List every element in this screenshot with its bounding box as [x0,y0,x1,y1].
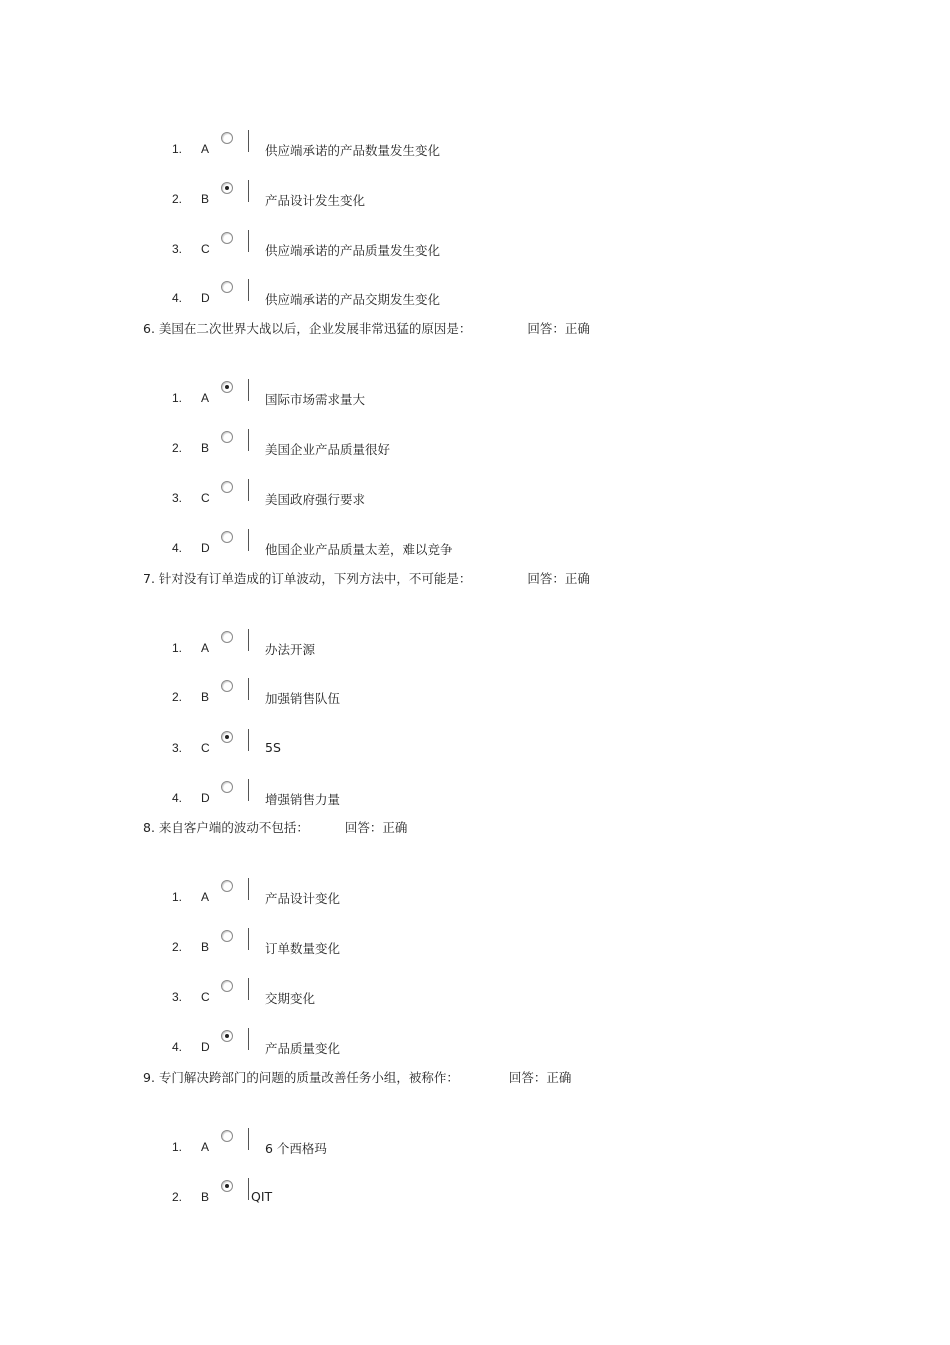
option-divider [248,379,249,401]
radio-button[interactable] [221,631,233,643]
question-text: 8. 来自客户端的波动不包括： [143,820,309,835]
question-text: 6. 美国在二次世界大战以后，企业发展非常迅猛的原因是： [143,321,472,336]
option-text: 加强销售队伍 [265,691,341,706]
option-letter: A [201,890,210,904]
question-8 [143,818,407,836]
radio-button[interactable] [221,1130,233,1142]
radio-button[interactable] [221,132,233,144]
option-text: 他国企业产品质量太差，难以竞争 [265,542,453,557]
radio-button[interactable] [221,930,233,942]
option-text: 5S [265,740,281,755]
option-letter: D [201,791,210,805]
option-row [0,479,950,509]
option-row [0,678,950,708]
option-text: 美国政府强行要求 [265,492,366,507]
option-divider [248,1178,249,1200]
option-number: 1. [172,641,183,655]
option-row [0,729,950,759]
radio-button[interactable] [221,880,233,892]
radio-button[interactable] [221,680,233,692]
option-divider [248,180,249,202]
option-row [0,279,950,309]
option-letter: D [201,291,210,305]
option-divider [248,629,249,651]
radio-button[interactable] [221,1180,233,1192]
option-number: 1. [172,391,183,405]
option-number: 1. [172,1140,183,1154]
option-letter: B [201,192,210,206]
radio-button[interactable] [221,781,233,793]
option-divider [248,978,249,1000]
option-row [0,130,950,160]
radio-button[interactable] [221,531,233,543]
radio-button[interactable] [221,381,233,393]
option-text: 交期变化 [265,991,316,1006]
option-divider [248,230,249,252]
option-number: 1. [172,142,183,156]
option-letter: B [201,940,210,954]
option-number: 3. [172,242,183,256]
option-number: 2. [172,690,183,704]
option-text: 产品质量变化 [265,1041,341,1056]
option-number: 2. [172,940,183,954]
option-letter: A [201,142,210,156]
option-letter: C [201,491,210,505]
radio-button[interactable] [221,431,233,443]
option-text: 订单数量变化 [265,941,341,956]
option-letter: A [201,641,210,655]
radio-button[interactable] [221,1030,233,1042]
option-row [0,928,950,958]
option-row [0,529,950,559]
option-row [0,379,950,409]
option-letter: B [201,690,210,704]
option-text: 美国企业产品质量很好 [265,442,391,457]
option-divider [248,529,249,551]
radio-button[interactable] [221,731,233,743]
option-row [0,230,950,260]
option-divider [248,729,249,751]
option-divider [248,928,249,950]
option-letter: A [201,1140,210,1154]
option-letter: C [201,741,210,755]
option-divider [248,1128,249,1150]
option-text: 6 个西格玛 [265,1141,327,1156]
option-divider [248,279,249,301]
answer-status: 回答：正确 [527,321,590,336]
option-letter: A [201,391,210,405]
question-7 [143,569,590,587]
option-text: 供应端承诺的产品质量发生变化 [265,243,441,258]
option-letter: D [201,1040,210,1054]
option-letter: D [201,541,210,555]
option-text: 办法开源 [265,642,316,657]
radio-button[interactable] [221,281,233,293]
option-text: 产品设计发生变化 [265,193,366,208]
option-row [0,1178,950,1208]
answer-status: 回答：正确 [508,1070,572,1085]
option-row [0,629,950,659]
radio-button[interactable] [221,980,233,992]
option-divider [248,1028,249,1050]
option-divider [248,479,249,501]
answer-status: 回答：正确 [344,820,408,835]
option-row [0,1128,950,1158]
option-text: QIT [251,1189,273,1204]
option-letter: B [201,441,210,455]
option-row [0,429,950,459]
option-divider [248,678,249,700]
option-row [0,878,950,908]
option-number: 2. [172,1190,183,1204]
radio-button[interactable] [221,182,233,194]
option-text: 国际市场需求量大 [265,392,366,407]
question-9 [143,1068,571,1086]
option-divider [248,130,249,152]
option-divider [248,429,249,451]
answer-status: 回答：正确 [527,571,590,586]
question-6 [143,319,590,337]
option-letter: C [201,990,210,1004]
option-row [0,1028,950,1058]
question-text: 9. 专门解决跨部门的问题的质量改善任务小组，被称作： [143,1070,459,1085]
option-row [0,779,950,809]
option-number: 3. [172,491,183,505]
option-row [0,978,950,1008]
option-text: 供应端承诺的产品交期发生变化 [265,292,441,307]
option-row [0,180,950,210]
option-letter: C [201,242,210,256]
option-text: 供应端承诺的产品数量发生变化 [265,143,441,158]
option-number: 3. [172,741,183,755]
option-number: 3. [172,990,183,1004]
option-number: 4. [172,791,183,805]
option-divider [248,779,249,801]
option-number: 4. [172,1040,183,1054]
option-letter: B [201,1190,210,1204]
option-number: 4. [172,541,183,555]
option-text: 增强销售力量 [265,792,341,807]
option-number: 2. [172,192,183,206]
option-number: 2. [172,441,183,455]
option-number: 4. [172,291,183,305]
option-number: 1. [172,890,183,904]
radio-button[interactable] [221,481,233,493]
question-text: 7. 针对没有订单造成的订单波动，下列方法中，不可能是： [143,571,472,586]
option-divider [248,878,249,900]
radio-button[interactable] [221,232,233,244]
option-text: 产品设计变化 [265,891,341,906]
